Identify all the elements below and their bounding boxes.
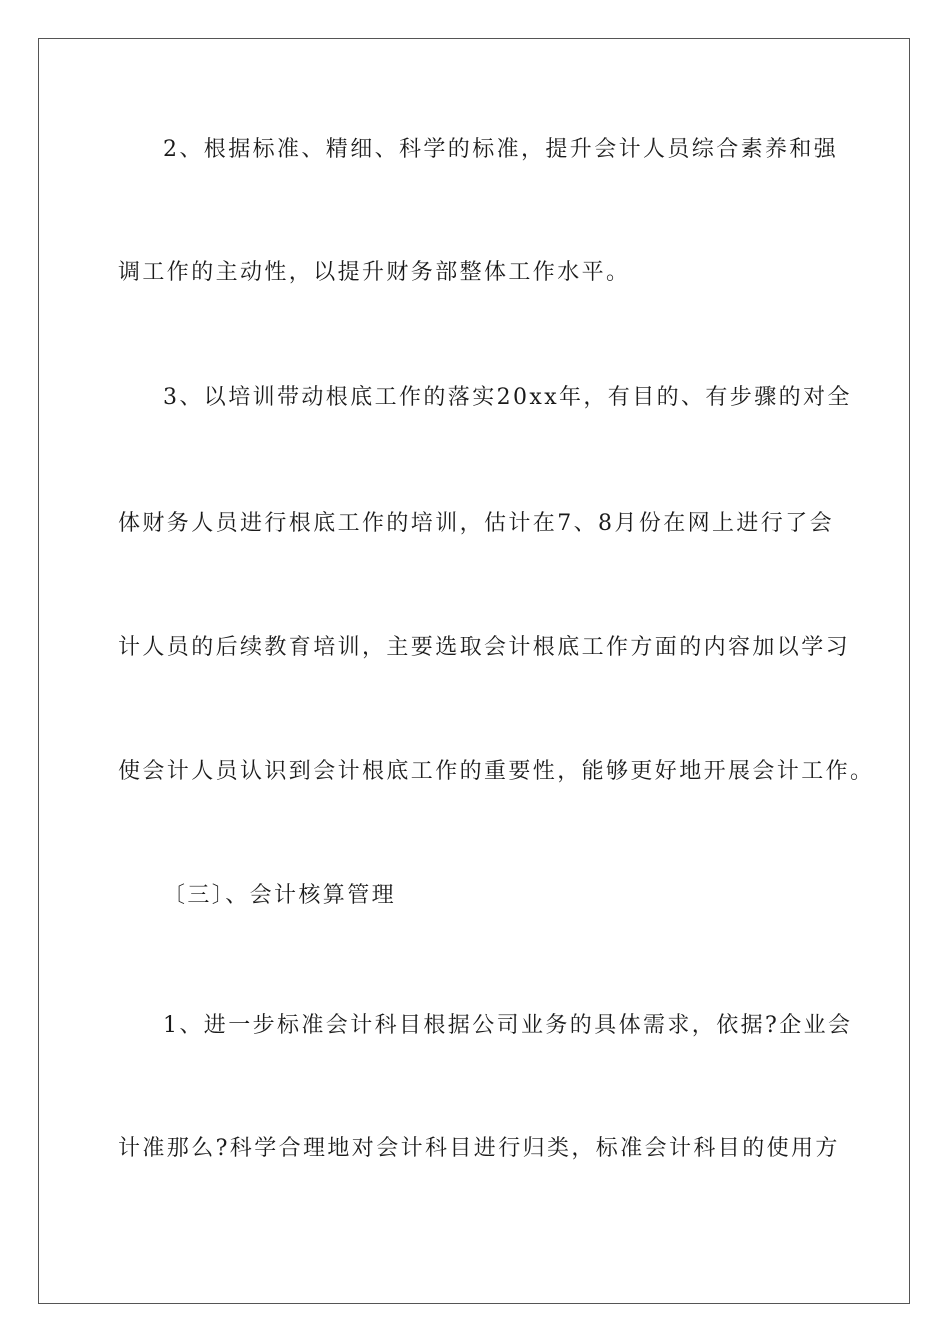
paragraph-line: 2、根据标准、精细、科学的标准，提升会计人员综合素养和强 [163,137,839,162]
page-border [38,38,910,1304]
paragraph-line: 计准那么?科学合理地对会计科目进行归类，标准会计科目的使用方 [118,1136,840,1161]
section-heading: 〔三〕、会计核算管理 [163,883,397,908]
paragraph-line: 1、进一步标准会计科目根据公司业务的具体需求，依据?企业会 [163,1013,853,1038]
paragraph-line: 使会计人员认识到会计根底工作的重要性，能够更好地开展会计工作。 [118,759,875,784]
paragraph-line: 调工作的主动性，以提升财务部整体工作水平。 [118,260,631,285]
paragraph-line: 计人员的后续教育培训，主要选取会计根底工作方面的内容加以学习 [118,635,851,660]
paragraph-line: 3、以培训带动根底工作的落实20xx年，有目的、有步骤的对全 [163,385,852,410]
paragraph-line: 体财务人员进行根底工作的培训，估计在7、8月份在网上进行了会 [118,511,834,536]
